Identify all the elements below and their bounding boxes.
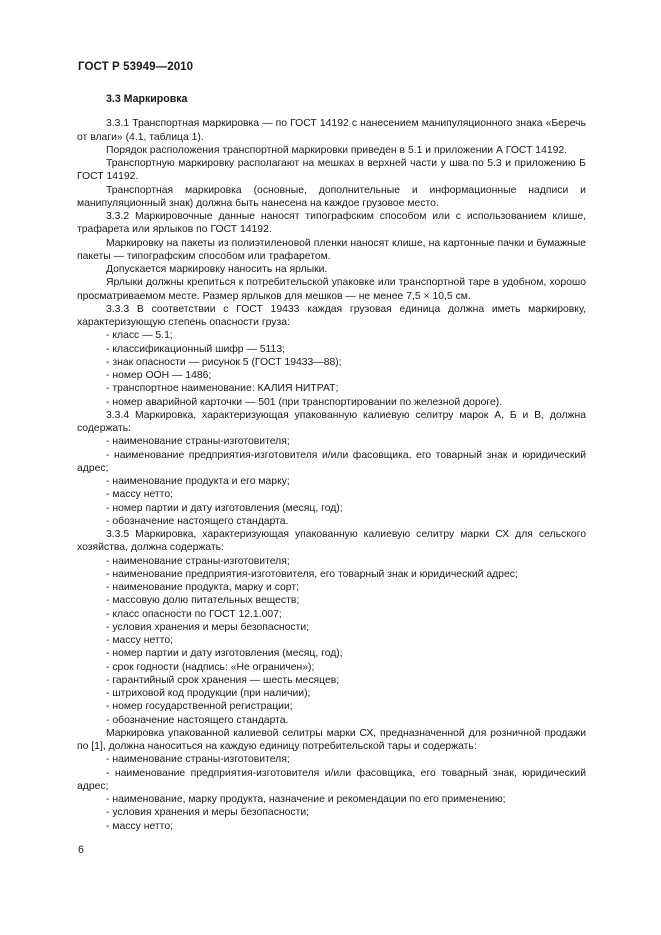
paragraph: 3.3.4 Маркировка, характеризующая упакованную калиевую селитру марок А, Б и В, должна содержать: <box>77 409 586 434</box>
list-item: - класс — 5.1; <box>106 330 173 342</box>
document-header: ГОСТ Р 53949—2010 <box>78 61 194 73</box>
list-item: - знак опасности — рисунок 5 (ГОСТ 19433—88); <box>106 356 342 368</box>
list-item: - массу нетто; <box>106 489 173 501</box>
paragraph: Маркировку на пакеты из полиэтиленовой пленки наносят клише, на картонные пачки и бумажные пакеты — типографским способом или трафаретом. <box>77 237 586 262</box>
list-item: - наименование предприятия-изготовителя и/или фасовщика, его товарный знак и юридический адрес; <box>77 449 586 474</box>
document-body <box>77 93 586 833</box>
list-item: - штриховой код продукции (при наличии); <box>106 688 311 699</box>
list-item: - наименование страны-изготовителя; <box>106 555 290 567</box>
list-item: - обозначение настоящего стандарта. <box>106 714 289 726</box>
list-item: - условия хранения и меры безопасности; <box>106 621 310 633</box>
list-item: - номер аварийной карточки — 501 (при транспортировании по железной дороге). <box>106 396 503 408</box>
paragraph: Маркировка упакованной калиевой селитры марки СХ, предназначенной для розничной продажи по [1], должна наноситься на каждую единицу потребительской тары и содержать: <box>77 727 586 752</box>
list-item: - массовую долю питательных веществ; <box>106 595 300 607</box>
list-item: - массу нетто; <box>106 820 173 832</box>
list-item: - наименование страны-изготовителя; <box>106 436 290 448</box>
section-title: 3.3 Маркировка <box>106 93 188 105</box>
list-item: - массу нетто; <box>106 635 173 646</box>
paragraph: Допускается маркировку наносить на ярлыки. <box>106 264 328 275</box>
list-item: - наименование страны-изготовителя; <box>106 754 290 766</box>
list-item: - номер партии и дату изготовления (месяц, год); <box>106 502 343 514</box>
list-item: - классификационный шифр — 5113; <box>106 343 285 355</box>
list-item: - наименование предприятия-изготовителя, его товарный знак и юридический адрес; <box>106 568 518 580</box>
list-item: - наименование, марку продукта, назначение и рекомендации по его применению; <box>106 794 506 805</box>
list-item: - номер ООН — 1486; <box>106 370 212 381</box>
paragraph: 3.3.1 Транспортная маркировка — по ГОСТ 14192 с нанесением манипуляционного знака «Беречь от влаги» (4.1, таблица 1). <box>77 118 586 143</box>
list-item: - транспортное наименование: КАЛИЯ НИТРАТ; <box>106 383 339 395</box>
page-number: 6 <box>78 844 84 856</box>
list-item: - номер государственной регистрации; <box>106 701 293 713</box>
list-item: - наименование продукта и его марку; <box>106 476 290 487</box>
list-item: - срок годности (надпись: «Не ограничен»); <box>106 661 315 673</box>
list-item: - гарантийный срок хранения — шесть месяцев; <box>106 674 340 686</box>
paragraph: Порядок расположения транспортной маркировки приведен в 5.1 и приложении А ГОСТ 14192. <box>106 144 568 156</box>
paragraph: Транспортная маркировка (основные, дополнительные и информационные надписи и манипуляционный знак) должна быть нанесена на каждое грузовое место. <box>77 184 586 209</box>
list-item: - номер партии и дату изготовления (месяц, год); <box>106 648 343 660</box>
paragraph: Ярлыки должны крепиться к потребительской упаковке или транспортной таре в удобном, хорошо просматриваемом месте. Размер ярлыков для мешков — не менее 7,5 × 10,5 см. <box>77 277 586 302</box>
list-item: - обозначение настоящего стандарта. <box>106 515 289 527</box>
list-item: - условия хранения и меры безопасности; <box>106 807 310 819</box>
paragraph: Транспортную маркировку располагают на мешках в верхней части у шва по 5.3 и приложению Б ГОСТ 14192. <box>77 158 586 183</box>
paragraph: 3.3.5 Маркировка, характеризующая упакованную калиевую селитру марки СХ для сельского хозяйства, должна содержать: <box>77 529 586 554</box>
paragraph: 3.3.3 В соответствии с ГОСТ 19433 каждая грузовая единица должна иметь маркировку, характеризующую степень опасности груза: <box>77 303 586 328</box>
paragraph: 3.3.2 Маркировочные данные наносят типографским способом или с использованием клише, трафарета или ярлыков по ГОСТ 14192. <box>77 211 586 236</box>
list-item: - наименование предприятия-изготовителя и/или фасовщика, его товарный знак, юридический адрес; <box>77 767 586 792</box>
list-item: - класс опасности по ГОСТ 12.1.007; <box>106 608 282 620</box>
list-item: - наименование продукта, марку и сорт; <box>106 582 299 593</box>
section-content <box>77 117 586 833</box>
